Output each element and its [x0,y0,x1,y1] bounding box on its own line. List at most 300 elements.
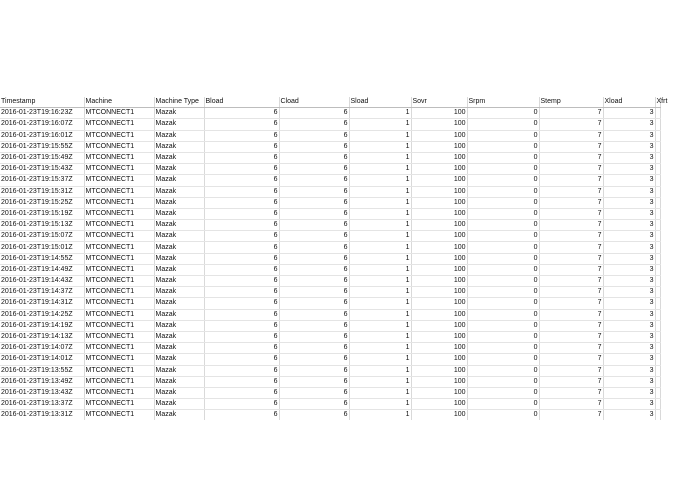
cell-sovr[interactable]: 100 [411,276,467,287]
cell-xload[interactable]: 3 [603,264,655,275]
cell-stemp[interactable]: 7 [539,175,603,186]
cell-cload[interactable]: 6 [279,399,349,410]
cell-bload[interactable]: 6 [204,331,279,342]
cell-srpm[interactable]: 0 [467,309,539,320]
cell-sovr[interactable]: 100 [411,365,467,376]
cell-xfrt[interactable] [655,309,660,320]
cell-stemp[interactable]: 7 [539,164,603,175]
cell-machine-type[interactable]: Mazak [154,175,204,186]
cell-machine[interactable]: MTCONNECT1 [84,365,154,376]
cell-sload[interactable]: 1 [349,130,411,141]
cell-stemp[interactable]: 7 [539,197,603,208]
cell-machine-type[interactable]: Mazak [154,298,204,309]
cell-sovr[interactable]: 100 [411,410,467,421]
cell-timestamp[interactable]: 2016-01-23T19:13:37Z [0,399,84,410]
cell-timestamp[interactable]: 2016-01-23T19:14:49Z [0,264,84,275]
column-header-timestamp[interactable]: Timestamp [0,97,84,108]
cell-bload[interactable]: 6 [204,309,279,320]
cell-xload[interactable]: 3 [603,141,655,152]
cell-cload[interactable]: 6 [279,175,349,186]
cell-machine[interactable]: MTCONNECT1 [84,197,154,208]
cell-sload[interactable]: 1 [349,119,411,130]
cell-machine[interactable]: MTCONNECT1 [84,208,154,219]
cell-machine-type[interactable]: Mazak [154,164,204,175]
cell-xload[interactable]: 3 [603,186,655,197]
cell-bload[interactable]: 6 [204,320,279,331]
cell-xfrt[interactable] [655,343,660,354]
cell-cload[interactable]: 6 [279,220,349,231]
cell-timestamp[interactable]: 2016-01-23T19:15:49Z [0,152,84,163]
cell-stemp[interactable]: 7 [539,276,603,287]
cell-machine[interactable]: MTCONNECT1 [84,130,154,141]
cell-stemp[interactable]: 7 [539,208,603,219]
cell-xfrt[interactable] [655,220,660,231]
cell-srpm[interactable]: 0 [467,264,539,275]
cell-machine[interactable]: MTCONNECT1 [84,119,154,130]
cell-sload[interactable]: 1 [349,197,411,208]
cell-machine-type[interactable]: Mazak [154,365,204,376]
cell-timestamp[interactable]: 2016-01-23T19:14:13Z [0,331,84,342]
cell-sovr[interactable]: 100 [411,119,467,130]
cell-sload[interactable]: 1 [349,152,411,163]
cell-machine-type[interactable]: Mazak [154,242,204,253]
cell-srpm[interactable]: 0 [467,287,539,298]
column-header-machine[interactable]: Machine [84,97,154,108]
cell-bload[interactable]: 6 [204,365,279,376]
cell-timestamp[interactable]: 2016-01-23T19:14:01Z [0,354,84,365]
cell-machine[interactable]: MTCONNECT1 [84,175,154,186]
cell-machine-type[interactable]: Mazak [154,264,204,275]
cell-bload[interactable]: 6 [204,231,279,242]
cell-xfrt[interactable] [655,276,660,287]
cell-machine[interactable]: MTCONNECT1 [84,276,154,287]
cell-xload[interactable]: 3 [603,208,655,219]
cell-srpm[interactable]: 0 [467,220,539,231]
cell-xfrt[interactable] [655,365,660,376]
cell-xfrt[interactable] [655,387,660,398]
cell-sload[interactable]: 1 [349,242,411,253]
cell-stemp[interactable]: 7 [539,186,603,197]
cell-xfrt[interactable] [655,130,660,141]
cell-stemp[interactable]: 7 [539,298,603,309]
cell-xfrt[interactable] [655,186,660,197]
cell-bload[interactable]: 6 [204,410,279,421]
cell-xfrt[interactable] [655,253,660,264]
cell-stemp[interactable]: 7 [539,130,603,141]
cell-xload[interactable]: 3 [603,197,655,208]
cell-sovr[interactable]: 100 [411,354,467,365]
cell-sovr[interactable]: 100 [411,309,467,320]
cell-timestamp[interactable]: 2016-01-23T19:15:55Z [0,141,84,152]
cell-cload[interactable]: 6 [279,365,349,376]
cell-xload[interactable]: 3 [603,399,655,410]
cell-xload[interactable]: 3 [603,287,655,298]
column-header-sload[interactable]: Sload [349,97,411,108]
cell-machine-type[interactable]: Mazak [154,231,204,242]
cell-bload[interactable]: 6 [204,220,279,231]
cell-machine-type[interactable]: Mazak [154,130,204,141]
cell-timestamp[interactable]: 2016-01-23T19:14:25Z [0,309,84,320]
cell-srpm[interactable]: 0 [467,152,539,163]
cell-bload[interactable]: 6 [204,152,279,163]
cell-xload[interactable]: 3 [603,343,655,354]
cell-sovr[interactable]: 100 [411,152,467,163]
cell-machine-type[interactable]: Mazak [154,119,204,130]
cell-timestamp[interactable]: 2016-01-23T19:15:31Z [0,186,84,197]
cell-machine-type[interactable]: Mazak [154,387,204,398]
cell-bload[interactable]: 6 [204,287,279,298]
cell-xfrt[interactable] [655,108,660,119]
cell-machine[interactable]: MTCONNECT1 [84,186,154,197]
cell-sovr[interactable]: 100 [411,343,467,354]
cell-sload[interactable]: 1 [349,354,411,365]
cell-srpm[interactable]: 0 [467,130,539,141]
cell-cload[interactable]: 6 [279,119,349,130]
cell-stemp[interactable]: 7 [539,410,603,421]
column-header-sovr[interactable]: Sovr [411,97,467,108]
cell-sovr[interactable]: 100 [411,231,467,242]
cell-stemp[interactable]: 7 [539,253,603,264]
cell-bload[interactable]: 6 [204,141,279,152]
cell-stemp[interactable]: 7 [539,309,603,320]
cell-sload[interactable]: 1 [349,287,411,298]
cell-machine[interactable]: MTCONNECT1 [84,331,154,342]
cell-cload[interactable]: 6 [279,141,349,152]
cell-srpm[interactable]: 0 [467,298,539,309]
column-header-machine-type[interactable]: Machine Type [154,97,204,108]
cell-sovr[interactable]: 100 [411,287,467,298]
cell-timestamp[interactable]: 2016-01-23T19:16:07Z [0,119,84,130]
cell-xfrt[interactable] [655,354,660,365]
cell-srpm[interactable]: 0 [467,141,539,152]
cell-machine[interactable]: MTCONNECT1 [84,264,154,275]
cell-xfrt[interactable] [655,208,660,219]
cell-sovr[interactable]: 100 [411,376,467,387]
cell-srpm[interactable]: 0 [467,197,539,208]
column-header-srpm[interactable]: Srpm [467,97,539,108]
cell-bload[interactable]: 6 [204,130,279,141]
cell-srpm[interactable]: 0 [467,354,539,365]
cell-xfrt[interactable] [655,119,660,130]
column-header-cload[interactable]: Cload [279,97,349,108]
cell-machine-type[interactable]: Mazak [154,108,204,119]
cell-machine[interactable]: MTCONNECT1 [84,108,154,119]
cell-sload[interactable]: 1 [349,320,411,331]
cell-xload[interactable]: 3 [603,130,655,141]
cell-xload[interactable]: 3 [603,376,655,387]
cell-sovr[interactable]: 100 [411,298,467,309]
cell-srpm[interactable]: 0 [467,242,539,253]
cell-bload[interactable]: 6 [204,242,279,253]
cell-cload[interactable]: 6 [279,354,349,365]
cell-sload[interactable]: 1 [349,331,411,342]
cell-srpm[interactable]: 0 [467,376,539,387]
cell-cload[interactable]: 6 [279,320,349,331]
cell-cload[interactable]: 6 [279,276,349,287]
cell-machine-type[interactable]: Mazak [154,287,204,298]
cell-sload[interactable]: 1 [349,231,411,242]
cell-machine[interactable]: MTCONNECT1 [84,287,154,298]
cell-machine-type[interactable]: Mazak [154,399,204,410]
cell-xfrt[interactable] [655,331,660,342]
cell-sload[interactable]: 1 [349,298,411,309]
cell-timestamp[interactable]: 2016-01-23T19:13:43Z [0,387,84,398]
cell-timestamp[interactable]: 2016-01-23T19:15:19Z [0,208,84,219]
cell-xload[interactable]: 3 [603,108,655,119]
cell-xfrt[interactable] [655,376,660,387]
cell-cload[interactable]: 6 [279,387,349,398]
cell-sload[interactable]: 1 [349,264,411,275]
cell-srpm[interactable]: 0 [467,365,539,376]
cell-bload[interactable]: 6 [204,197,279,208]
cell-sovr[interactable]: 100 [411,197,467,208]
cell-sload[interactable]: 1 [349,410,411,421]
cell-sovr[interactable]: 100 [411,399,467,410]
cell-sload[interactable]: 1 [349,343,411,354]
cell-machine[interactable]: MTCONNECT1 [84,164,154,175]
cell-cload[interactable]: 6 [279,309,349,320]
cell-bload[interactable]: 6 [204,208,279,219]
cell-stemp[interactable]: 7 [539,387,603,398]
cell-bload[interactable]: 6 [204,175,279,186]
cell-machine-type[interactable]: Mazak [154,197,204,208]
cell-machine[interactable]: MTCONNECT1 [84,410,154,421]
cell-xfrt[interactable] [655,164,660,175]
cell-timestamp[interactable]: 2016-01-23T19:13:55Z [0,365,84,376]
cell-sload[interactable]: 1 [349,376,411,387]
cell-sovr[interactable]: 100 [411,253,467,264]
cell-machine-type[interactable]: Mazak [154,343,204,354]
cell-cload[interactable]: 6 [279,164,349,175]
cell-timestamp[interactable]: 2016-01-23T19:14:31Z [0,298,84,309]
cell-machine-type[interactable]: Mazak [154,376,204,387]
cell-machine-type[interactable]: Mazak [154,320,204,331]
cell-srpm[interactable]: 0 [467,231,539,242]
cell-timestamp[interactable]: 2016-01-23T19:14:43Z [0,276,84,287]
cell-srpm[interactable]: 0 [467,276,539,287]
cell-bload[interactable]: 6 [204,298,279,309]
cell-cload[interactable]: 6 [279,108,349,119]
cell-timestamp[interactable]: 2016-01-23T19:15:07Z [0,231,84,242]
cell-xfrt[interactable] [655,141,660,152]
cell-stemp[interactable]: 7 [539,331,603,342]
cell-machine[interactable]: MTCONNECT1 [84,376,154,387]
cell-srpm[interactable]: 0 [467,119,539,130]
cell-cload[interactable]: 6 [279,343,349,354]
cell-sovr[interactable]: 100 [411,331,467,342]
cell-cload[interactable]: 6 [279,264,349,275]
cell-srpm[interactable]: 0 [467,208,539,219]
cell-machine-type[interactable]: Mazak [154,220,204,231]
cell-srpm[interactable]: 0 [467,175,539,186]
cell-xfrt[interactable] [655,264,660,275]
cell-machine[interactable]: MTCONNECT1 [84,253,154,264]
cell-machine[interactable]: MTCONNECT1 [84,354,154,365]
column-header-xload[interactable]: Xload [603,97,655,108]
cell-cload[interactable]: 6 [279,253,349,264]
cell-sload[interactable]: 1 [349,141,411,152]
cell-sload[interactable]: 1 [349,365,411,376]
cell-timestamp[interactable]: 2016-01-23T19:14:19Z [0,320,84,331]
cell-machine-type[interactable]: Mazak [154,331,204,342]
cell-cload[interactable]: 6 [279,130,349,141]
cell-sovr[interactable]: 100 [411,108,467,119]
cell-machine-type[interactable]: Mazak [154,309,204,320]
cell-xload[interactable]: 3 [603,298,655,309]
cell-stemp[interactable]: 7 [539,119,603,130]
cell-timestamp[interactable]: 2016-01-23T19:14:37Z [0,287,84,298]
cell-xload[interactable]: 3 [603,164,655,175]
cell-machine-type[interactable]: Mazak [154,152,204,163]
cell-srpm[interactable]: 0 [467,399,539,410]
column-header-stemp[interactable]: Stemp [539,97,603,108]
cell-stemp[interactable]: 7 [539,231,603,242]
cell-cload[interactable]: 6 [279,208,349,219]
cell-xload[interactable]: 3 [603,365,655,376]
cell-timestamp[interactable]: 2016-01-23T19:15:25Z [0,197,84,208]
cell-sovr[interactable]: 100 [411,387,467,398]
cell-bload[interactable]: 6 [204,354,279,365]
cell-sload[interactable]: 1 [349,399,411,410]
cell-bload[interactable]: 6 [204,119,279,130]
cell-cload[interactable]: 6 [279,376,349,387]
column-header-bload[interactable]: Bload [204,97,279,108]
cell-timestamp[interactable]: 2016-01-23T19:15:37Z [0,175,84,186]
cell-machine[interactable]: MTCONNECT1 [84,387,154,398]
cell-timestamp[interactable]: 2016-01-23T19:14:55Z [0,253,84,264]
cell-machine-type[interactable]: Mazak [154,253,204,264]
cell-srpm[interactable]: 0 [467,343,539,354]
cell-xload[interactable]: 3 [603,231,655,242]
cell-sovr[interactable]: 100 [411,264,467,275]
cell-stemp[interactable]: 7 [539,365,603,376]
cell-machine-type[interactable]: Mazak [154,208,204,219]
cell-machine-type[interactable]: Mazak [154,410,204,421]
cell-timestamp[interactable]: 2016-01-23T19:13:49Z [0,376,84,387]
cell-stemp[interactable]: 7 [539,141,603,152]
cell-xfrt[interactable] [655,152,660,163]
cell-srpm[interactable]: 0 [467,410,539,421]
cell-sload[interactable]: 1 [349,175,411,186]
cell-machine[interactable]: MTCONNECT1 [84,242,154,253]
cell-sload[interactable]: 1 [349,309,411,320]
cell-machine-type[interactable]: Mazak [154,354,204,365]
cell-bload[interactable]: 6 [204,253,279,264]
cell-timestamp[interactable]: 2016-01-23T19:16:01Z [0,130,84,141]
cell-xfrt[interactable] [655,287,660,298]
cell-sload[interactable]: 1 [349,387,411,398]
cell-stemp[interactable]: 7 [539,220,603,231]
cell-machine[interactable]: MTCONNECT1 [84,298,154,309]
cell-srpm[interactable]: 0 [467,331,539,342]
cell-sload[interactable]: 1 [349,276,411,287]
cell-machine[interactable]: MTCONNECT1 [84,343,154,354]
cell-timestamp[interactable]: 2016-01-23T19:16:23Z [0,108,84,119]
cell-stemp[interactable]: 7 [539,108,603,119]
cell-stemp[interactable]: 7 [539,376,603,387]
cell-cload[interactable]: 6 [279,197,349,208]
cell-stemp[interactable]: 7 [539,320,603,331]
cell-machine[interactable]: MTCONNECT1 [84,320,154,331]
cell-cload[interactable]: 6 [279,410,349,421]
cell-bload[interactable]: 6 [204,164,279,175]
cell-stemp[interactable]: 7 [539,343,603,354]
cell-xload[interactable]: 3 [603,175,655,186]
cell-sovr[interactable]: 100 [411,164,467,175]
cell-cload[interactable]: 6 [279,287,349,298]
cell-machine[interactable]: MTCONNECT1 [84,152,154,163]
cell-sload[interactable]: 1 [349,164,411,175]
cell-machine-type[interactable]: Mazak [154,186,204,197]
cell-xload[interactable]: 3 [603,410,655,421]
cell-sovr[interactable]: 100 [411,220,467,231]
cell-xload[interactable]: 3 [603,354,655,365]
cell-machine[interactable]: MTCONNECT1 [84,399,154,410]
cell-bload[interactable]: 6 [204,387,279,398]
cell-machine-type[interactable]: Mazak [154,141,204,152]
cell-stemp[interactable]: 7 [539,354,603,365]
cell-srpm[interactable]: 0 [467,387,539,398]
column-header-xfrt[interactable]: Xfrt [655,97,660,108]
cell-xload[interactable]: 3 [603,242,655,253]
cell-cload[interactable]: 6 [279,231,349,242]
cell-stemp[interactable]: 7 [539,264,603,275]
cell-sovr[interactable]: 100 [411,141,467,152]
cell-sovr[interactable]: 100 [411,130,467,141]
cell-sload[interactable]: 1 [349,220,411,231]
cell-xfrt[interactable] [655,399,660,410]
cell-timestamp[interactable]: 2016-01-23T19:13:31Z [0,410,84,421]
cell-bload[interactable]: 6 [204,343,279,354]
cell-machine[interactable]: MTCONNECT1 [84,231,154,242]
cell-sovr[interactable]: 100 [411,320,467,331]
cell-xload[interactable]: 3 [603,276,655,287]
cell-cload[interactable]: 6 [279,298,349,309]
cell-timestamp[interactable]: 2016-01-23T19:14:07Z [0,343,84,354]
cell-xfrt[interactable] [655,231,660,242]
cell-timestamp[interactable]: 2016-01-23T19:15:13Z [0,220,84,231]
cell-machine[interactable]: MTCONNECT1 [84,220,154,231]
cell-sload[interactable]: 1 [349,108,411,119]
cell-srpm[interactable]: 0 [467,186,539,197]
cell-srpm[interactable]: 0 [467,253,539,264]
cell-xfrt[interactable] [655,242,660,253]
cell-cload[interactable]: 6 [279,242,349,253]
cell-srpm[interactable]: 0 [467,164,539,175]
cell-xfrt[interactable] [655,410,660,421]
cell-stemp[interactable]: 7 [539,287,603,298]
cell-xload[interactable]: 3 [603,119,655,130]
cell-xfrt[interactable] [655,197,660,208]
cell-xload[interactable]: 3 [603,152,655,163]
cell-xfrt[interactable] [655,175,660,186]
cell-sovr[interactable]: 100 [411,186,467,197]
cell-sovr[interactable]: 100 [411,175,467,186]
cell-bload[interactable]: 6 [204,108,279,119]
cell-machine[interactable]: MTCONNECT1 [84,309,154,320]
cell-sovr[interactable]: 100 [411,208,467,219]
cell-xload[interactable]: 3 [603,331,655,342]
cell-xload[interactable]: 3 [603,309,655,320]
spreadsheet-grid[interactable] [0,97,668,420]
cell-sovr[interactable]: 100 [411,242,467,253]
cell-bload[interactable]: 6 [204,399,279,410]
cell-xload[interactable]: 3 [603,220,655,231]
cell-cload[interactable]: 6 [279,152,349,163]
cell-stemp[interactable]: 7 [539,152,603,163]
cell-machine-type[interactable]: Mazak [154,276,204,287]
cell-stemp[interactable]: 7 [539,242,603,253]
